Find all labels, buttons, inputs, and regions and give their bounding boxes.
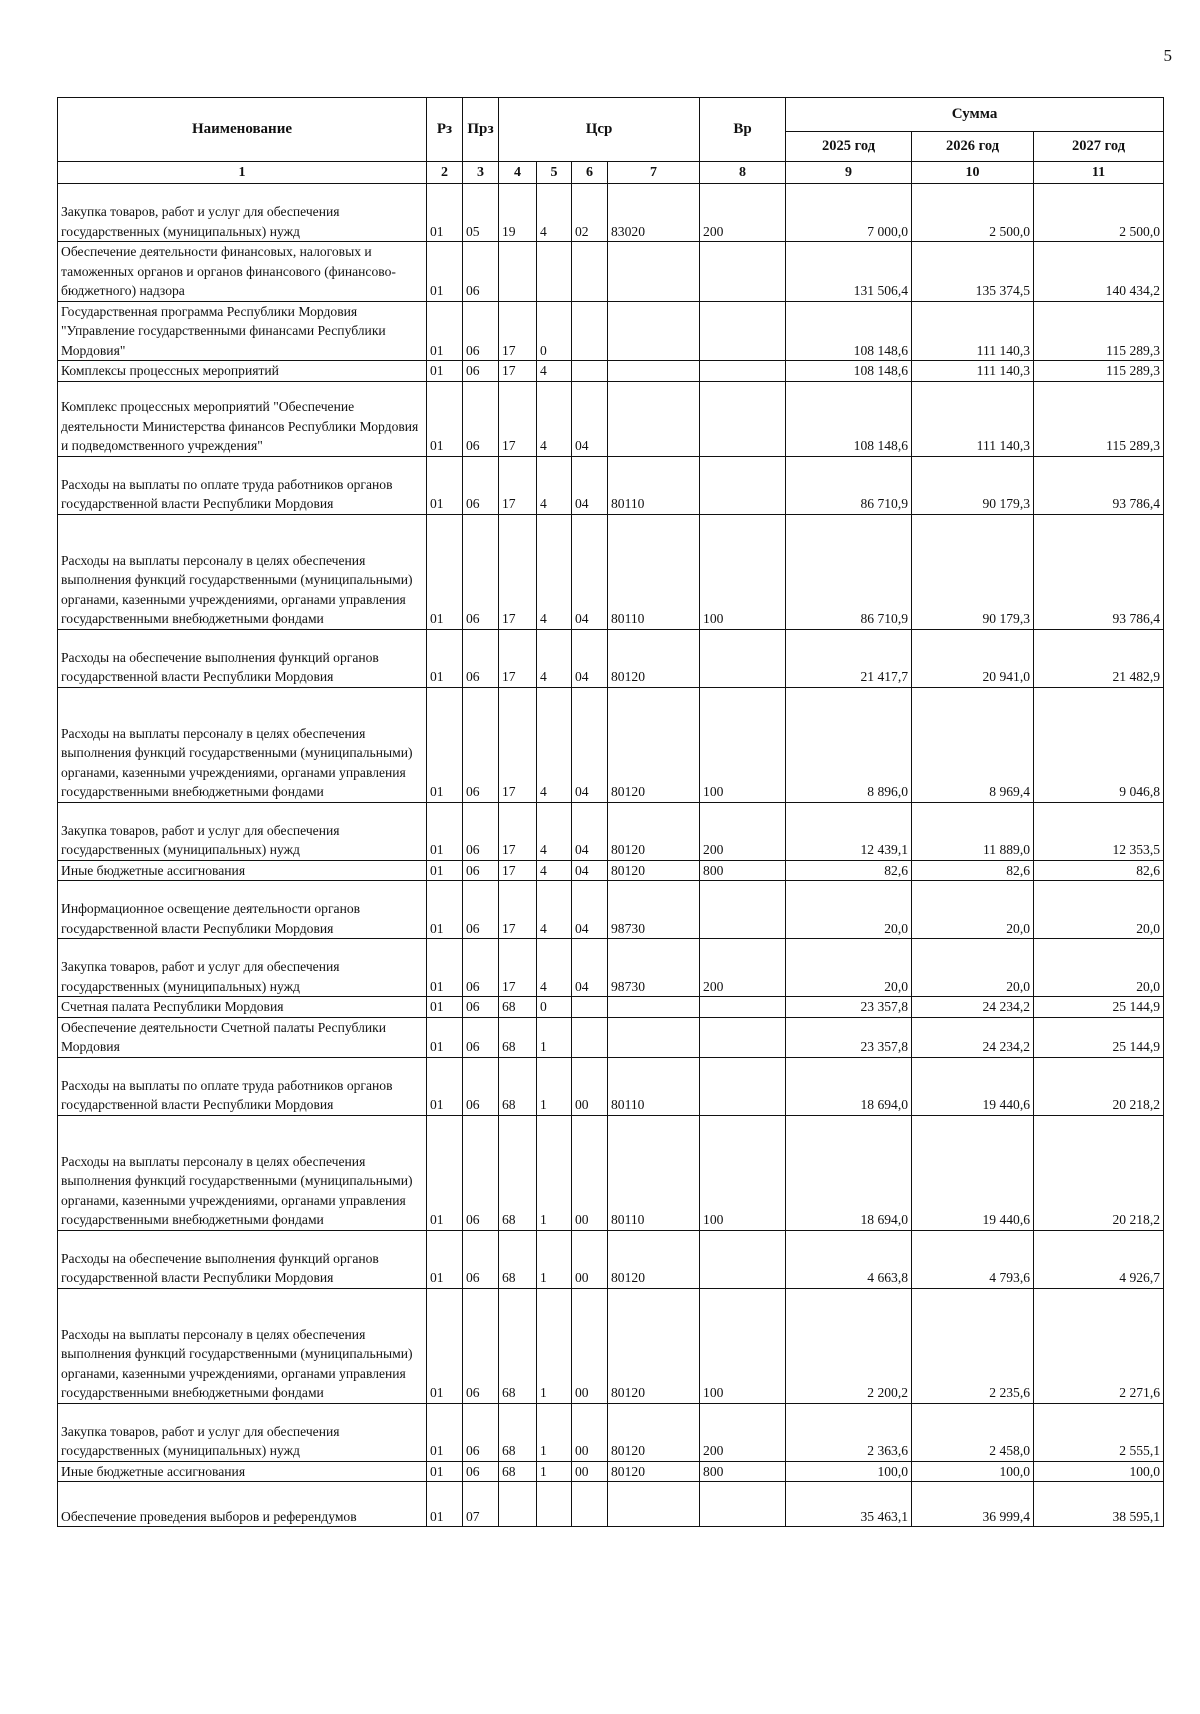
- row-sum-2027: 20 218,2: [1034, 1115, 1164, 1230]
- table-row: [58, 997, 1164, 1018]
- row-sum-2026: 8 969,4: [912, 687, 1034, 802]
- row-sum-2027: 2 271,6: [1034, 1288, 1164, 1403]
- row-csr-5: 4: [537, 939, 572, 997]
- row-csr-6: 04: [572, 802, 608, 860]
- row-sum-2027: 93 786,4: [1034, 456, 1164, 514]
- row-rz: 01: [427, 629, 463, 687]
- column-number: 4: [499, 162, 537, 184]
- row-rz: 01: [427, 1403, 463, 1461]
- row-csr-7: [608, 361, 700, 382]
- row-sum-2025: 7 000,0: [786, 184, 912, 242]
- column-number: 8: [700, 162, 786, 184]
- row-prz: 06: [463, 361, 499, 382]
- row-name: Расходы на обеспечение выполнения функций органов государственной власти Республики Мордовия: [58, 629, 427, 687]
- table-row: [58, 1461, 1164, 1482]
- row-sum-2027: 82,6: [1034, 860, 1164, 881]
- row-sum-2027: 140 434,2: [1034, 242, 1164, 302]
- row-csr-4: 68: [499, 1115, 537, 1230]
- row-sum-2025: 108 148,6: [786, 381, 912, 456]
- row-csr-7: 80120: [608, 1288, 700, 1403]
- row-sum-2026: 36 999,4: [912, 1482, 1034, 1527]
- row-prz: 06: [463, 381, 499, 456]
- row-sum-2025: 20,0: [786, 881, 912, 939]
- row-csr-5: 4: [537, 514, 572, 629]
- row-csr-7: [608, 242, 700, 302]
- row-sum-2026: 2 500,0: [912, 184, 1034, 242]
- row-vr: [700, 629, 786, 687]
- row-sum-2026: 2 458,0: [912, 1403, 1034, 1461]
- header-prz: Прз: [463, 98, 499, 162]
- row-csr-6: [572, 242, 608, 302]
- row-csr-7: 80120: [608, 629, 700, 687]
- row-csr-4: [499, 1482, 537, 1527]
- row-vr: 200: [700, 939, 786, 997]
- table-row: [58, 939, 1164, 997]
- row-name: Расходы на выплаты персоналу в целях обеспечения выполнения функций государственными (муниципальными) органами, казенными учреждениями, органами управления государственными внебюджетными фондами: [58, 1115, 427, 1230]
- row-name: Закупка товаров, работ и услуг для обеспечения государственных (муниципальных) нужд: [58, 1403, 427, 1461]
- row-prz: 06: [463, 1017, 499, 1057]
- row-csr-7: [608, 301, 700, 361]
- row-csr-4: 17: [499, 687, 537, 802]
- row-csr-7: 80120: [608, 1230, 700, 1288]
- header-year-2025: 2025 год: [786, 132, 912, 162]
- row-prz: 06: [463, 1461, 499, 1482]
- row-sum-2025: 108 148,6: [786, 361, 912, 382]
- row-sum-2027: 2 555,1: [1034, 1403, 1164, 1461]
- row-vr: 100: [700, 514, 786, 629]
- column-number: 3: [463, 162, 499, 184]
- row-csr-7: 80110: [608, 1057, 700, 1115]
- row-rz: 01: [427, 456, 463, 514]
- row-sum-2026: 20,0: [912, 939, 1034, 997]
- row-name: Расходы на выплаты персоналу в целях обеспечения выполнения функций государственными (муниципальными) органами, казенными учреждениями, органами управления государственными внебюджетными фондами: [58, 687, 427, 802]
- row-csr-5: 1: [537, 1403, 572, 1461]
- row-sum-2025: 108 148,6: [786, 301, 912, 361]
- table-row: [58, 514, 1164, 629]
- row-rz: 01: [427, 301, 463, 361]
- table-row: [58, 381, 1164, 456]
- table-row: [58, 1057, 1164, 1115]
- row-csr-6: 02: [572, 184, 608, 242]
- row-csr-4: [499, 242, 537, 302]
- header-csr: Цср: [499, 98, 700, 162]
- row-prz: 06: [463, 514, 499, 629]
- row-csr-4: 68: [499, 1017, 537, 1057]
- row-vr: 100: [700, 1288, 786, 1403]
- row-prz: 06: [463, 301, 499, 361]
- table-row: [58, 184, 1164, 242]
- row-sum-2025: 100,0: [786, 1461, 912, 1482]
- row-vr: 200: [700, 184, 786, 242]
- row-csr-7: 83020: [608, 184, 700, 242]
- row-vr: [700, 881, 786, 939]
- header-name: Наименование: [58, 98, 427, 162]
- row-vr: [700, 242, 786, 302]
- row-prz: 06: [463, 1403, 499, 1461]
- row-name: Информационное освещение деятельности органов государственной власти Республики Мордовия: [58, 881, 427, 939]
- row-rz: 01: [427, 381, 463, 456]
- row-csr-5: 1: [537, 1230, 572, 1288]
- row-sum-2026: 24 234,2: [912, 1017, 1034, 1057]
- row-sum-2026: 100,0: [912, 1461, 1034, 1482]
- row-csr-4: 17: [499, 881, 537, 939]
- row-csr-6: 04: [572, 629, 608, 687]
- row-vr: [700, 456, 786, 514]
- row-csr-7: 80120: [608, 802, 700, 860]
- row-prz: 06: [463, 687, 499, 802]
- row-prz: 06: [463, 939, 499, 997]
- row-vr: [700, 381, 786, 456]
- row-sum-2025: 131 506,4: [786, 242, 912, 302]
- row-csr-6: 00: [572, 1115, 608, 1230]
- row-vr: [700, 1230, 786, 1288]
- row-sum-2025: 35 463,1: [786, 1482, 912, 1527]
- row-csr-6: 04: [572, 514, 608, 629]
- row-sum-2026: 20 941,0: [912, 629, 1034, 687]
- row-csr-6: 00: [572, 1461, 608, 1482]
- row-name: Обеспечение деятельности Счетной палаты Республики Мордовия: [58, 1017, 427, 1057]
- row-csr-6: 04: [572, 381, 608, 456]
- row-csr-7: 98730: [608, 939, 700, 997]
- row-prz: 05: [463, 184, 499, 242]
- row-csr-5: 4: [537, 860, 572, 881]
- row-csr-4: 68: [499, 997, 537, 1018]
- row-csr-7: 80120: [608, 1461, 700, 1482]
- row-csr-6: 04: [572, 860, 608, 881]
- row-sum-2025: 23 357,8: [786, 1017, 912, 1057]
- row-csr-6: 04: [572, 939, 608, 997]
- row-csr-7: 80110: [608, 514, 700, 629]
- row-csr-5: 4: [537, 881, 572, 939]
- table-row: [58, 1482, 1164, 1527]
- row-sum-2027: 9 046,8: [1034, 687, 1164, 802]
- row-rz: 01: [427, 361, 463, 382]
- row-csr-7: 80110: [608, 456, 700, 514]
- row-sum-2026: 135 374,5: [912, 242, 1034, 302]
- row-csr-4: 17: [499, 301, 537, 361]
- row-csr-4: 17: [499, 361, 537, 382]
- table-row: [58, 456, 1164, 514]
- row-rz: 01: [427, 802, 463, 860]
- header-year-2027: 2027 год: [1034, 132, 1164, 162]
- row-csr-7: [608, 997, 700, 1018]
- row-name: Обеспечение деятельности финансовых, налоговых и таможенных органов и органов финансового (финансово-бюджетного) надзора: [58, 242, 427, 302]
- row-rz: 01: [427, 514, 463, 629]
- row-sum-2027: 20,0: [1034, 939, 1164, 997]
- row-sum-2025: 18 694,0: [786, 1057, 912, 1115]
- row-csr-4: 17: [499, 939, 537, 997]
- column-number: 7: [608, 162, 700, 184]
- row-name: Расходы на обеспечение выполнения функций органов государственной власти Республики Мордовия: [58, 1230, 427, 1288]
- row-csr-5: 4: [537, 629, 572, 687]
- row-csr-5: 4: [537, 456, 572, 514]
- row-name: Закупка товаров, работ и услуг для обеспечения государственных (муниципальных) нужд: [58, 939, 427, 997]
- row-sum-2026: 11 889,0: [912, 802, 1034, 860]
- row-csr-7: 80120: [608, 687, 700, 802]
- row-sum-2026: 2 235,6: [912, 1288, 1034, 1403]
- row-sum-2025: 2 200,2: [786, 1288, 912, 1403]
- row-sum-2027: 12 353,5: [1034, 802, 1164, 860]
- row-name: Иные бюджетные ассигнования: [58, 860, 427, 881]
- row-sum-2025: 82,6: [786, 860, 912, 881]
- row-csr-7: 98730: [608, 881, 700, 939]
- row-name: Иные бюджетные ассигнования: [58, 1461, 427, 1482]
- row-csr-5: 1: [537, 1461, 572, 1482]
- row-sum-2026: 90 179,3: [912, 514, 1034, 629]
- table-row: [58, 1017, 1164, 1057]
- row-sum-2026: 20,0: [912, 881, 1034, 939]
- row-csr-5: [537, 1482, 572, 1527]
- row-sum-2026: 24 234,2: [912, 997, 1034, 1018]
- row-vr: 800: [700, 1461, 786, 1482]
- row-csr-4: 17: [499, 860, 537, 881]
- row-csr-4: 68: [499, 1057, 537, 1115]
- row-prz: 06: [463, 1057, 499, 1115]
- table-row: [58, 881, 1164, 939]
- row-sum-2026: 4 793,6: [912, 1230, 1034, 1288]
- row-prz: 06: [463, 881, 499, 939]
- row-name: Расходы на выплаты по оплате труда работников органов государственной власти Республики Мордовия: [58, 456, 427, 514]
- row-csr-7: 80110: [608, 1115, 700, 1230]
- row-vr: 100: [700, 1115, 786, 1230]
- row-vr: [700, 301, 786, 361]
- table-row: [58, 1115, 1164, 1230]
- row-sum-2026: 82,6: [912, 860, 1034, 881]
- header-vr: Вр: [700, 98, 786, 162]
- row-csr-5: 1: [537, 1115, 572, 1230]
- row-sum-2027: 115 289,3: [1034, 361, 1164, 382]
- row-rz: 01: [427, 1482, 463, 1527]
- column-number: 10: [912, 162, 1034, 184]
- row-name: Обеспечение проведения выборов и референдумов: [58, 1482, 427, 1527]
- row-csr-6: [572, 1482, 608, 1527]
- row-name: Расходы на выплаты персоналу в целях обеспечения выполнения функций государственными (муниципальными) органами, казенными учреждениями, органами управления государственными внебюджетными фондами: [58, 514, 427, 629]
- row-prz: 06: [463, 802, 499, 860]
- row-csr-6: 00: [572, 1057, 608, 1115]
- row-sum-2027: 20,0: [1034, 881, 1164, 939]
- row-vr: 100: [700, 687, 786, 802]
- table-row: [58, 1403, 1164, 1461]
- row-rz: 01: [427, 1288, 463, 1403]
- row-sum-2025: 20,0: [786, 939, 912, 997]
- row-sum-2027: 25 144,9: [1034, 1017, 1164, 1057]
- row-csr-5: 1: [537, 1288, 572, 1403]
- column-number: 1: [58, 162, 427, 184]
- row-prz: 07: [463, 1482, 499, 1527]
- row-vr: 200: [700, 1403, 786, 1461]
- row-rz: 01: [427, 881, 463, 939]
- row-csr-6: 00: [572, 1403, 608, 1461]
- row-sum-2027: 93 786,4: [1034, 514, 1164, 629]
- row-sum-2027: 115 289,3: [1034, 381, 1164, 456]
- row-sum-2026: 111 140,3: [912, 301, 1034, 361]
- column-number: 5: [537, 162, 572, 184]
- row-prz: 06: [463, 1288, 499, 1403]
- row-name: Счетная палата Республики Мордовия: [58, 997, 427, 1018]
- row-csr-7: [608, 1017, 700, 1057]
- table-row: [58, 1288, 1164, 1403]
- row-vr: [700, 361, 786, 382]
- column-number-row: [58, 162, 1164, 184]
- row-csr-7: [608, 1482, 700, 1527]
- row-csr-7: [608, 381, 700, 456]
- row-rz: 01: [427, 242, 463, 302]
- table-header: [58, 98, 1164, 184]
- row-csr-5: 4: [537, 184, 572, 242]
- column-number: 6: [572, 162, 608, 184]
- row-csr-5: 4: [537, 687, 572, 802]
- table-row: [58, 242, 1164, 302]
- column-number: 11: [1034, 162, 1164, 184]
- row-rz: 01: [427, 1017, 463, 1057]
- row-csr-4: 17: [499, 381, 537, 456]
- header-summa: Сумма: [786, 98, 1164, 132]
- row-csr-4: 19: [499, 184, 537, 242]
- row-csr-5: [537, 242, 572, 302]
- table-row: [58, 687, 1164, 802]
- row-rz: 01: [427, 184, 463, 242]
- row-vr: [700, 1057, 786, 1115]
- row-sum-2025: 18 694,0: [786, 1115, 912, 1230]
- row-csr-4: 17: [499, 456, 537, 514]
- row-vr: [700, 997, 786, 1018]
- page-number: 5: [1163, 46, 1172, 65]
- row-prz: 06: [463, 242, 499, 302]
- table-row: [58, 629, 1164, 687]
- row-name: Комплекс процессных мероприятий "Обеспечение деятельности Министерства финансов Республики Мордовия и подведомственного учреждения": [58, 381, 427, 456]
- row-vr: 800: [700, 860, 786, 881]
- row-name: Комплексы процессных мероприятий: [58, 361, 427, 382]
- row-csr-6: [572, 1017, 608, 1057]
- row-csr-5: 1: [537, 1057, 572, 1115]
- row-sum-2025: 12 439,1: [786, 802, 912, 860]
- table-row: [58, 802, 1164, 860]
- row-sum-2026: 19 440,6: [912, 1057, 1034, 1115]
- row-csr-6: 00: [572, 1288, 608, 1403]
- row-sum-2025: 8 896,0: [786, 687, 912, 802]
- row-csr-6: 04: [572, 687, 608, 802]
- row-csr-5: 4: [537, 802, 572, 860]
- row-rz: 01: [427, 1230, 463, 1288]
- row-sum-2027: 38 595,1: [1034, 1482, 1164, 1527]
- row-csr-6: [572, 301, 608, 361]
- row-csr-5: 1: [537, 1017, 572, 1057]
- row-sum-2025: 86 710,9: [786, 456, 912, 514]
- row-sum-2027: 2 500,0: [1034, 184, 1164, 242]
- column-number: 2: [427, 162, 463, 184]
- column-number: 9: [786, 162, 912, 184]
- row-csr-6: 00: [572, 1230, 608, 1288]
- row-csr-4: 17: [499, 802, 537, 860]
- row-sum-2026: 111 140,3: [912, 381, 1034, 456]
- table-row: [58, 361, 1164, 382]
- row-sum-2026: 19 440,6: [912, 1115, 1034, 1230]
- row-rz: 01: [427, 939, 463, 997]
- budget-table: [57, 97, 1164, 1527]
- row-prz: 06: [463, 997, 499, 1018]
- row-sum-2026: 111 140,3: [912, 361, 1034, 382]
- row-name: Закупка товаров, работ и услуг для обеспечения государственных (муниципальных) нужд: [58, 184, 427, 242]
- row-csr-4: 17: [499, 514, 537, 629]
- row-name: Государственная программа Республики Мордовия "Управление государственными финансами Республики Мордовия": [58, 301, 427, 361]
- header-rz: Рз: [427, 98, 463, 162]
- row-vr: [700, 1017, 786, 1057]
- row-sum-2025: 21 417,7: [786, 629, 912, 687]
- row-csr-4: 68: [499, 1461, 537, 1482]
- row-csr-7: 80120: [608, 1403, 700, 1461]
- row-csr-6: [572, 997, 608, 1018]
- table-row: [58, 860, 1164, 881]
- row-sum-2027: 115 289,3: [1034, 301, 1164, 361]
- row-csr-6: 04: [572, 881, 608, 939]
- row-sum-2026: 90 179,3: [912, 456, 1034, 514]
- row-csr-7: 80120: [608, 860, 700, 881]
- row-csr-4: 68: [499, 1230, 537, 1288]
- row-sum-2025: 2 363,6: [786, 1403, 912, 1461]
- table-row: [58, 1230, 1164, 1288]
- row-csr-5: 0: [537, 997, 572, 1018]
- row-csr-5: 4: [537, 361, 572, 382]
- row-rz: 01: [427, 997, 463, 1018]
- table-row: [58, 301, 1164, 361]
- row-sum-2027: 4 926,7: [1034, 1230, 1164, 1288]
- row-csr-4: 17: [499, 629, 537, 687]
- row-csr-4: 68: [499, 1403, 537, 1461]
- header-year-2026: 2026 год: [912, 132, 1034, 162]
- row-name: Расходы на выплаты персоналу в целях обеспечения выполнения функций государственными (муниципальными) органами, казенными учреждениями, органами управления государственными внебюджетными фондами: [58, 1288, 427, 1403]
- row-vr: 200: [700, 802, 786, 860]
- row-sum-2027: 21 482,9: [1034, 629, 1164, 687]
- row-csr-6: [572, 361, 608, 382]
- row-prz: 06: [463, 1115, 499, 1230]
- row-sum-2027: 25 144,9: [1034, 997, 1164, 1018]
- row-sum-2025: 23 357,8: [786, 997, 912, 1018]
- row-name: Закупка товаров, работ и услуг для обеспечения государственных (муниципальных) нужд: [58, 802, 427, 860]
- row-rz: 01: [427, 1461, 463, 1482]
- row-sum-2025: 86 710,9: [786, 514, 912, 629]
- row-rz: 01: [427, 860, 463, 881]
- table-body: [58, 184, 1164, 1527]
- row-name: Расходы на выплаты по оплате труда работников органов государственной власти Республики Мордовия: [58, 1057, 427, 1115]
- row-sum-2027: 20 218,2: [1034, 1057, 1164, 1115]
- row-vr: [700, 1482, 786, 1527]
- row-csr-6: 04: [572, 456, 608, 514]
- row-prz: 06: [463, 456, 499, 514]
- row-csr-5: 4: [537, 381, 572, 456]
- row-sum-2025: 4 663,8: [786, 1230, 912, 1288]
- row-csr-5: 0: [537, 301, 572, 361]
- row-prz: 06: [463, 629, 499, 687]
- row-prz: 06: [463, 860, 499, 881]
- row-rz: 01: [427, 1057, 463, 1115]
- row-rz: 01: [427, 1115, 463, 1230]
- row-rz: 01: [427, 687, 463, 802]
- row-sum-2027: 100,0: [1034, 1461, 1164, 1482]
- row-prz: 06: [463, 1230, 499, 1288]
- row-csr-4: 68: [499, 1288, 537, 1403]
